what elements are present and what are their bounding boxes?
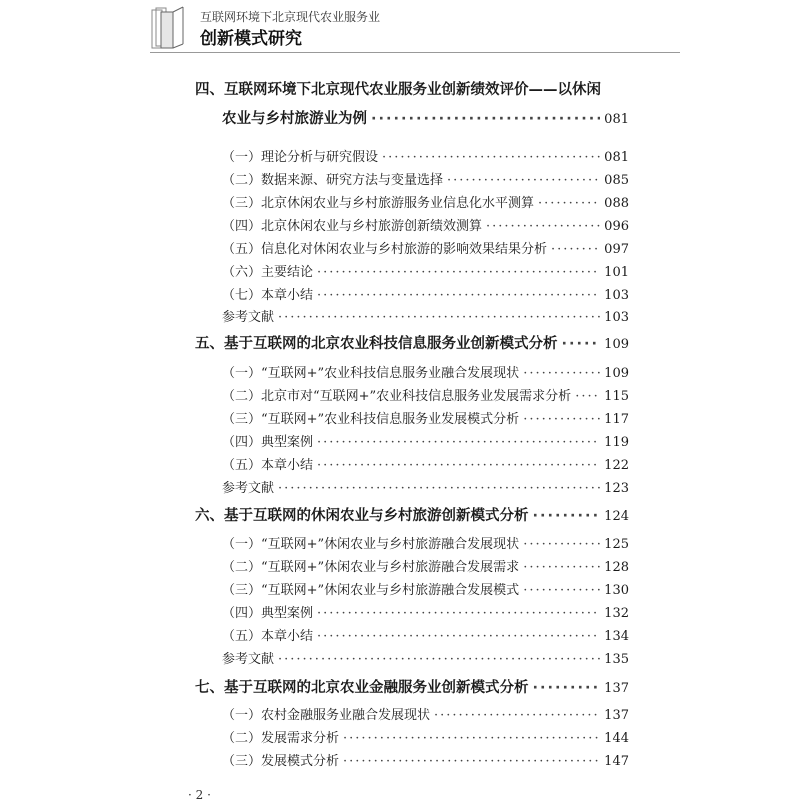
toc-entry-references[interactable] <box>222 306 629 325</box>
chapter-5-title[interactable] <box>195 332 629 353</box>
toc-entry[interactable] <box>222 362 629 381</box>
entry-label: 参考文献 <box>222 652 275 667</box>
entry-label: （三）“互联网+”农业科技信息服务业发展模式分析 <box>222 412 520 427</box>
toc-entry[interactable] <box>222 431 629 450</box>
page-number: 132 <box>604 606 629 621</box>
toc-entry[interactable] <box>222 556 629 575</box>
page-number: 097 <box>604 242 629 257</box>
leader-dots <box>523 583 600 598</box>
entry-label: （五）信息化对休闲农业与乡村旅游的影响效果结果分析 <box>222 242 548 257</box>
page-number: 081 <box>604 150 629 165</box>
toc-entry[interactable] <box>222 750 629 769</box>
entry-label: （二）“互联网+”休闲农业与乡村旅游融合发展需求 <box>222 560 520 575</box>
toc-entry[interactable] <box>222 385 629 404</box>
entry-label: （三）“互联网+”休闲农业与乡村旅游融合发展模式 <box>222 583 520 598</box>
page-number: 085 <box>604 173 629 188</box>
leader-dots <box>317 435 600 450</box>
toc-entry[interactable] <box>222 284 629 303</box>
entry-label: 参考文献 <box>222 310 275 325</box>
page-number: 130 <box>604 583 629 598</box>
leader-dots <box>533 508 601 524</box>
page-footer-number: · 2 · <box>188 788 211 802</box>
page-number: 144 <box>604 731 629 746</box>
page-number: 134 <box>604 629 629 644</box>
leader-dots <box>278 652 600 667</box>
entry-label: （四）典型案例 <box>222 606 314 621</box>
entry-label: （六）主要结论 <box>222 265 314 280</box>
toc-entry[interactable] <box>222 215 629 234</box>
entry-label: （一）理论分析与研究假设 <box>222 150 379 165</box>
chapter-label: 农业与乡村旅游业为例 <box>222 111 367 127</box>
leader-dots <box>371 111 600 127</box>
toc-entry[interactable] <box>222 238 629 257</box>
entry-label: （二）数据来源、研究方法与变量选择 <box>222 173 444 188</box>
toc-entry[interactable] <box>222 579 629 598</box>
page-number: 119 <box>604 435 629 450</box>
leader-dots <box>551 242 600 257</box>
entry-label: （五）本章小结 <box>222 629 314 644</box>
leader-dots <box>447 173 600 188</box>
leader-dots <box>278 310 600 325</box>
page-number: 103 <box>604 288 629 303</box>
leader-dots <box>343 731 600 746</box>
page-number: 109 <box>604 366 629 381</box>
toc-entry[interactable] <box>222 727 629 746</box>
leader-dots <box>317 606 600 621</box>
page-number: 128 <box>604 560 629 575</box>
page-number: 096 <box>604 219 629 234</box>
leader-dots <box>434 708 600 723</box>
leader-dots <box>562 336 601 352</box>
chapter-7-title[interactable] <box>195 676 629 697</box>
page-number: 081 <box>604 112 629 127</box>
leader-dots <box>278 481 600 496</box>
leader-dots <box>382 150 600 165</box>
toc-entry[interactable] <box>222 261 629 280</box>
leader-dots <box>523 366 600 381</box>
leader-dots <box>317 288 600 303</box>
toc-entry[interactable] <box>222 146 629 165</box>
leader-dots <box>538 196 600 211</box>
page-number: 123 <box>604 481 629 496</box>
toc-entry[interactable] <box>222 625 629 644</box>
entry-label: （二）发展需求分析 <box>222 731 340 746</box>
page-number: 137 <box>604 681 629 696</box>
header-title: 创新模式研究 <box>200 29 302 49</box>
toc-entry[interactable] <box>222 408 629 427</box>
leader-dots <box>486 219 600 234</box>
entry-label: 参考文献 <box>222 481 275 496</box>
leader-dots <box>523 560 600 575</box>
leader-dots <box>523 412 600 427</box>
page-number: 117 <box>604 412 629 427</box>
entry-label: （四）典型案例 <box>222 435 314 450</box>
page-number: 122 <box>604 458 629 473</box>
chapter-label: 七、基于互联网的北京农业金融服务业创新模式分析 <box>195 680 529 696</box>
entry-label: （三）北京休闲农业与乡村旅游服务业信息化水平测算 <box>222 196 535 211</box>
page-number: 137 <box>604 708 629 723</box>
leader-dots <box>317 629 600 644</box>
toc-entry[interactable] <box>222 454 629 473</box>
chapter-4-title-line1: 四、互联网环境下北京现代农业服务业创新绩效评价——以休闲 <box>195 82 601 98</box>
leader-dots <box>523 537 600 552</box>
leader-dots <box>317 265 600 280</box>
entry-label: （七）本章小结 <box>222 288 314 303</box>
entry-label: （四）北京休闲农业与乡村旅游创新绩效测算 <box>222 219 483 234</box>
page-number: 115 <box>604 389 629 404</box>
leader-dots <box>343 754 600 769</box>
page-number: 101 <box>604 265 629 280</box>
toc-entry[interactable] <box>222 704 629 723</box>
chapter-label: 六、基于互联网的休闲农业与乡村旅游创新模式分析 <box>195 508 529 524</box>
entry-label: （一）“互联网+”农业科技信息服务业融合发展现状 <box>222 366 520 381</box>
chapter-label: 五、基于互联网的北京农业科技信息服务业创新模式分析 <box>195 336 558 352</box>
toc-entry[interactable] <box>222 169 629 188</box>
toc-entry-references[interactable] <box>222 477 629 496</box>
toc-entry-references[interactable] <box>222 648 629 667</box>
page-number: 124 <box>604 509 629 524</box>
entry-label: （三）发展模式分析 <box>222 754 340 769</box>
entry-label: （五）本章小结 <box>222 458 314 473</box>
entry-label: （一）“互联网+”休闲农业与乡村旅游融合发展现状 <box>222 537 520 552</box>
leader-dots <box>317 458 600 473</box>
page-number: 109 <box>604 337 629 352</box>
chapter-4-title-line2[interactable] <box>222 107 629 128</box>
page-number: 103 <box>604 310 629 325</box>
toc-entry[interactable] <box>222 602 629 621</box>
leader-dots <box>575 389 600 404</box>
page-number: 135 <box>604 652 629 667</box>
entry-label: （二）北京市对“互联网+”农业科技信息服务业发展需求分析 <box>222 389 572 404</box>
toc-entry[interactable] <box>222 192 629 211</box>
page-number: 147 <box>604 754 629 769</box>
chapter-6-title[interactable] <box>195 504 629 525</box>
header-subtitle: 互联网环境下北京现代农业服务业 <box>200 10 381 24</box>
toc-entry[interactable] <box>222 533 629 552</box>
page-number: 088 <box>604 196 629 211</box>
entry-label: （一）农村金融服务业融合发展现状 <box>222 708 431 723</box>
leader-dots <box>533 680 601 696</box>
page-number: 125 <box>604 537 629 552</box>
